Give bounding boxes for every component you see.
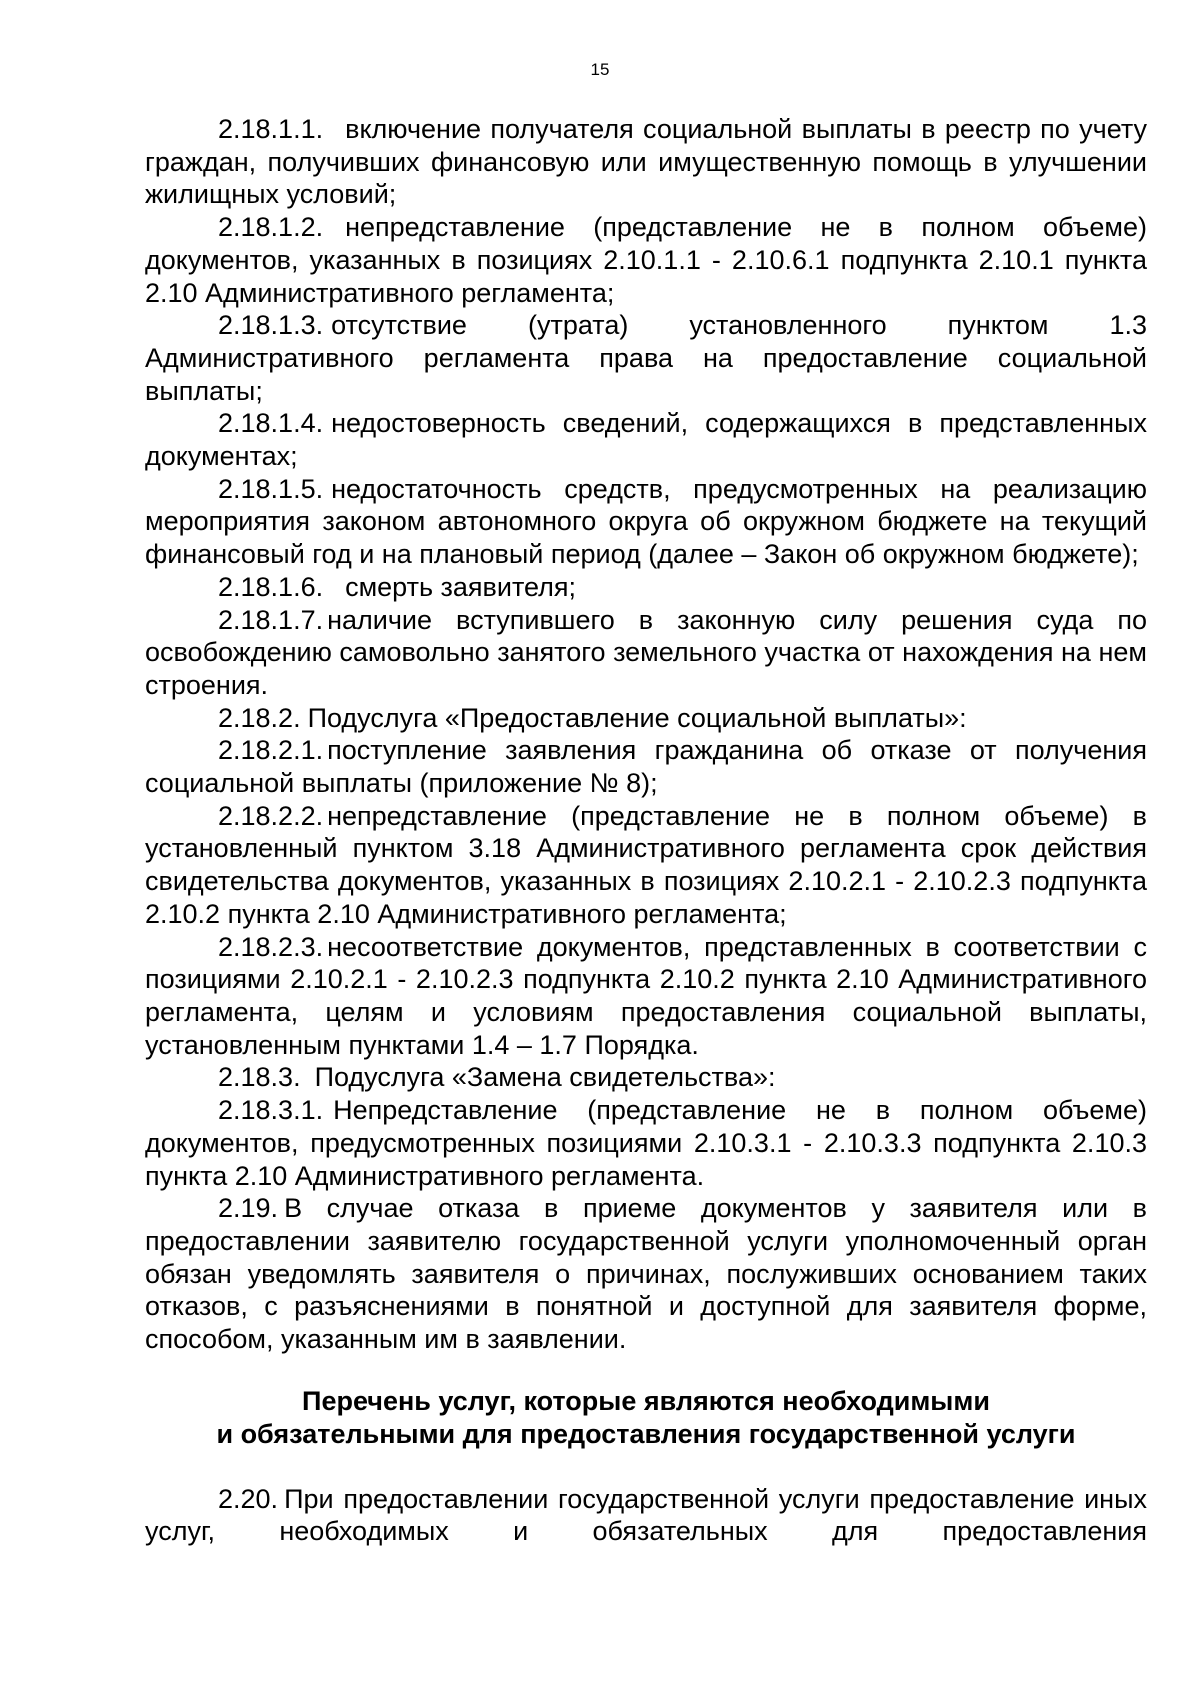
paragraph-number: 2.18.1.5. [218, 473, 324, 504]
section-heading-line-2: и обязательными для предоставления государственной услуги [216, 1418, 1076, 1449]
paragraph-number: 2.18.1.2. [218, 212, 324, 243]
paragraph-text: недостаточность средств, предусмотренных на реализацию мероприятия законом автономного округа об окружном бюджете на текущий финансовый год и на плановый период (далее – Закон об окружном бюджете); [145, 473, 1147, 570]
paragraph-number: 2.18.2.2. [218, 800, 324, 831]
paragraph-text: Подуслуга «Предоставление социальной выплаты»: [307, 702, 967, 733]
paragraph-number: 2.18.1.1. [218, 114, 324, 144]
paragraph-text: Непредставление (представление не в полном объеме) документов, предусмотренных позициями 2.10.3.1 - 2.10.3.3 подпункта 2.10.3 пункта 2.10 Административного регламента. [145, 1095, 1147, 1191]
paragraph-2-18-1-3 [145, 309, 1147, 407]
paragraph-2-18-2 [145, 702, 1147, 735]
paragraph-number: 2.18.2. [218, 702, 301, 733]
paragraph-number: 2.18.2.3. [218, 931, 324, 962]
paragraph-2-18-1-2 [145, 211, 1147, 309]
section-spacer [145, 1451, 1147, 1483]
paragraph-number: 2.20. [218, 1483, 279, 1514]
paragraph-number: 2.18.2.1. [218, 735, 324, 766]
paragraph-2-18-3 [145, 1061, 1147, 1094]
page-number: 15 [590, 60, 610, 79]
section-heading-line-1: Перечень услуг, которые являются необходимыми [302, 1385, 990, 1416]
section-heading [145, 1385, 1147, 1451]
paragraph-number: 2.18.1.3. [218, 310, 324, 341]
paragraph-text: несоответствие документов, представленных в соответствии с позициями 2.10.2.1 - 2.10.2.3 подпункта 2.10.2 пункта 2.10 Административного регламента, целям и условиям предоставления социальной выплаты, установленным пунктами 1.4 – 1.7 Порядка. [145, 931, 1147, 1060]
paragraph-2-18-1-6 [145, 571, 1147, 604]
paragraph-2-18-2-3 [145, 931, 1147, 1062]
paragraph-number: 2.18.1.7. [218, 604, 324, 635]
paragraph-text: смерть заявителя; [345, 571, 577, 602]
paragraph-2-18-1-1 [145, 113, 1147, 211]
paragraph-2-18-2-1 [145, 734, 1147, 799]
paragraph-text: включение получателя социальной выплаты в реестр по учету граждан, получивших финансовую или имущественную помощь в улучшении жилищных условий; [145, 114, 1147, 210]
paragraph-text: непредставление (представление не в полном объеме) документов, указанных в позициях 2.10.1.1 - 2.10.6.1 подпункта 2.10.1 пункта 2.10 Административного регламента; [145, 212, 1147, 308]
paragraph-number: 2.18.1.6. [218, 571, 324, 602]
paragraph-2-19 [145, 1192, 1147, 1356]
paragraph-2-18-1-7 [145, 604, 1147, 702]
paragraph-text: В случае отказа в приеме документов у заявителя или в предоставлении заявителю государственной услуги уполномоченный орган обязан уведомлять заявителя о причинах, послуживших основанием таких отказов, с разъяснениями в понятной и доступной для заявителя форме, способом, указанным им в заявлении. [145, 1193, 1147, 1355]
paragraph-2-18-1-5 [145, 473, 1147, 571]
paragraph-text: недостоверность сведений, содержащихся в представленных документах; [145, 408, 1147, 472]
document-body [145, 113, 1147, 1548]
paragraph-text: непредставление (представление не в полном объеме) в установленный пунктом 3.18 Административного регламента срок действия свидетельства документов, указанных в позициях 2.10.2.1 - 2.10.2.3 подпункта 2.10.2 пункта 2.10 Административного регламента; [145, 800, 1147, 929]
paragraph-2-18-3-1 [145, 1094, 1147, 1192]
paragraph-number: 2.18.3.1. [218, 1095, 324, 1126]
paragraph-text: При предоставлении государственной услуги предоставление иных услуг, необходимых и обязательных для предоставления [145, 1483, 1147, 1547]
paragraph-2-20 [145, 1483, 1147, 1548]
paragraph-text: поступление заявления гражданина об отказе от получения социальной выплаты (приложение № 8); [145, 735, 1147, 799]
paragraph-2-18-1-4 [145, 407, 1147, 472]
paragraph-text: Подуслуга «Замена свидетельства»: [314, 1062, 776, 1093]
paragraph-number: 2.19. [218, 1193, 279, 1224]
paragraph-number: 2.18.1.4. [218, 408, 324, 439]
paragraph-2-18-2-2 [145, 800, 1147, 931]
paragraph-number: 2.18.3. [218, 1062, 301, 1093]
paragraph-text: отсутствие (утрата) установленного пунктом 1.3 Административного регламента права на предоставление социальной выплаты; [145, 310, 1147, 406]
paragraph-text: наличие вступившего в законную силу решения суда по освобождению самовольно занятого земельного участка от нахождения на нем строения. [145, 604, 1147, 700]
